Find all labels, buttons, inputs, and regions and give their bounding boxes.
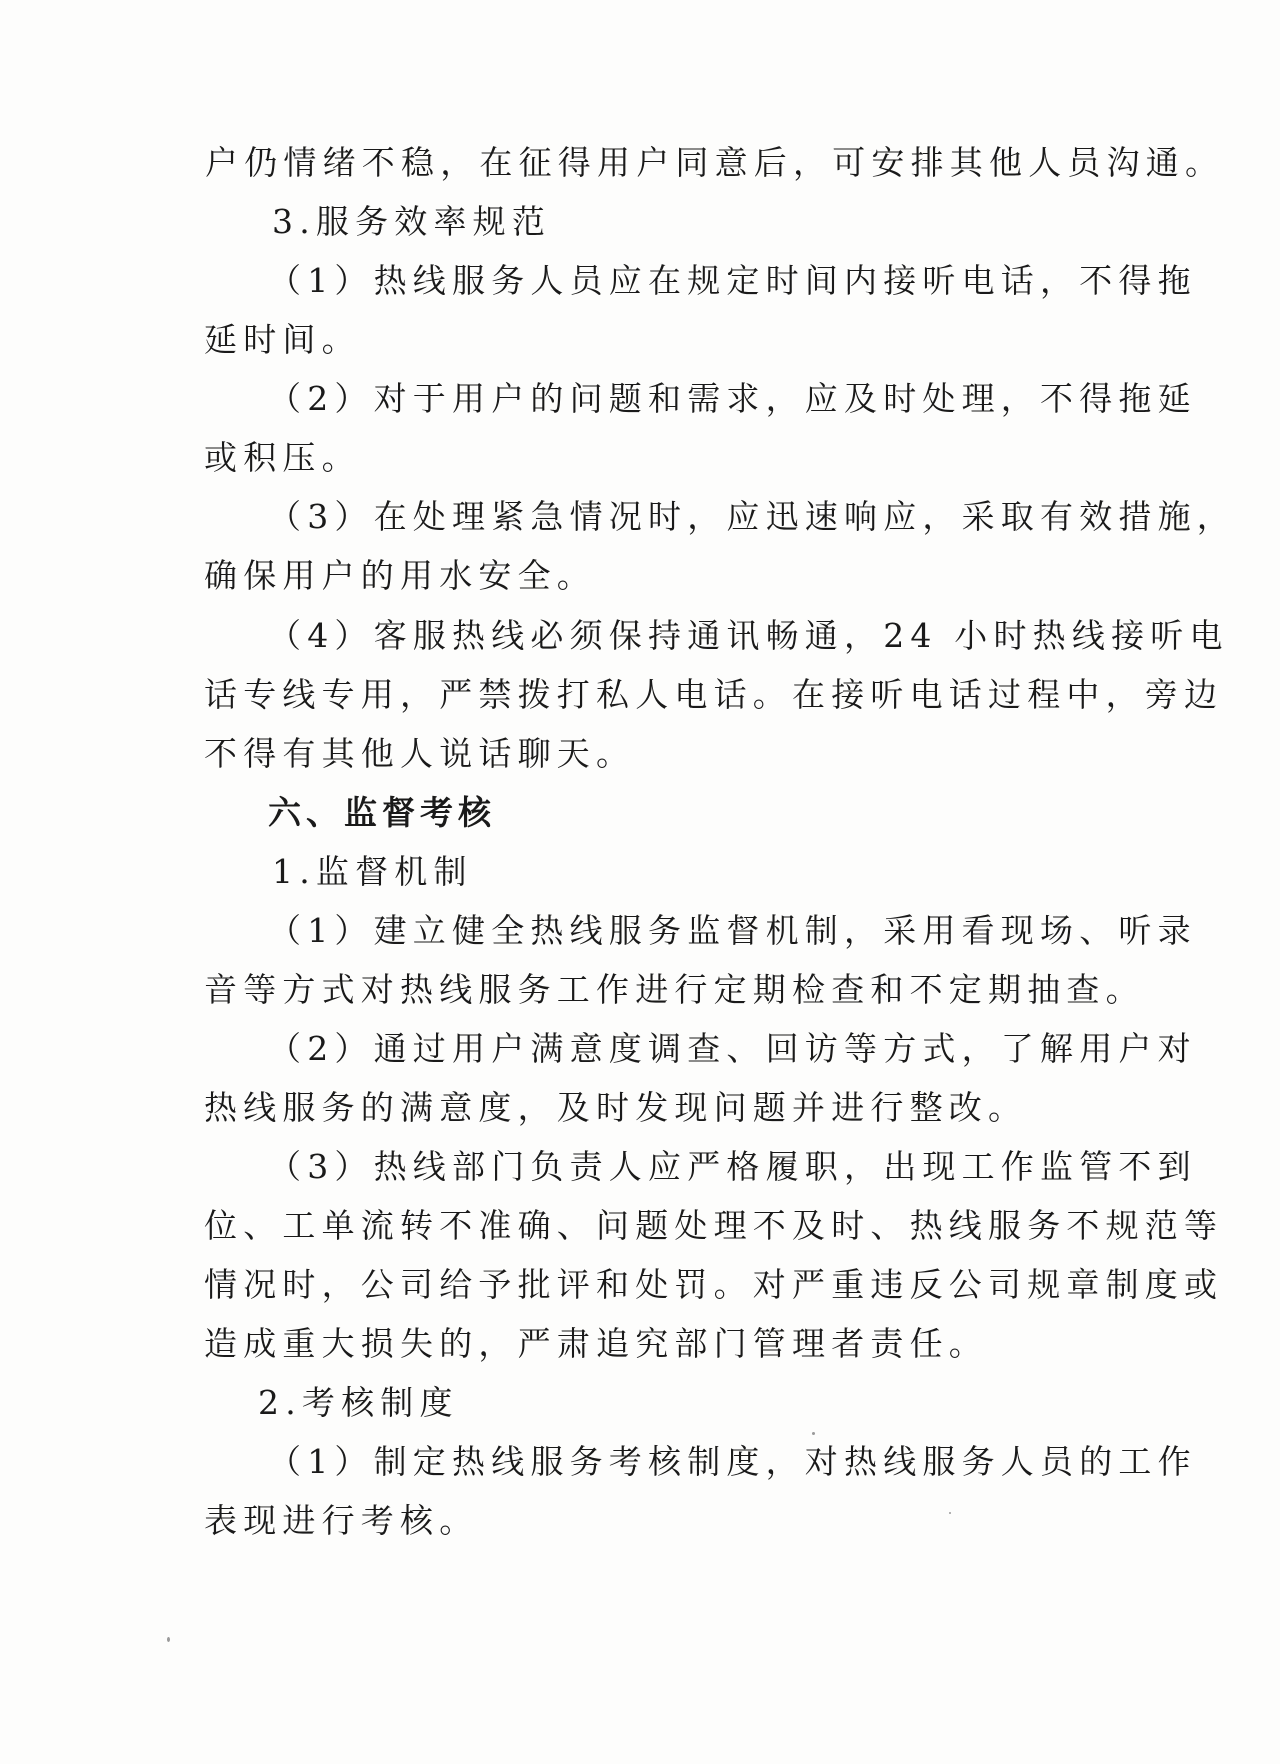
paragraph-line: （1）制定热线服务考核制度，对热线服务人员的工作 bbox=[268, 1442, 1197, 1481]
paragraph-line: 确保用户的用水安全。 bbox=[204, 556, 596, 595]
paragraph-line: （1）建立健全热线服务监督机制，采用看现场、听录 bbox=[268, 911, 1197, 950]
paragraph-line: 延时间。 bbox=[204, 320, 361, 359]
paragraph-line: 位、工单流转不准确、问题处理不及时、热线服务不规范等 bbox=[204, 1206, 1224, 1245]
paragraph-line: （3）热线部门负责人应严格履职，出现工作监管不到 bbox=[268, 1147, 1197, 1186]
paragraph-line: 话专线专用，严禁拨打私人电话。在接听电话过程中，旁边 bbox=[204, 675, 1224, 714]
subsection-heading: 1.监督机制 bbox=[272, 852, 473, 891]
paragraph-line: 音等方式对热线服务工作进行定期检查和不定期抽查。 bbox=[204, 970, 1145, 1009]
section-heading: 六、监督考核 bbox=[268, 793, 496, 832]
paragraph-line: 造成重大损失的，严肃追究部门管理者责任。 bbox=[204, 1324, 988, 1363]
paragraph-line: 表现进行考核。 bbox=[204, 1501, 479, 1540]
paragraph-line: （2）对于用户的问题和需求，应及时处理，不得拖延 bbox=[268, 379, 1197, 418]
paragraph-line: 情况时，公司给予批评和处罚。对严重违反公司规章制度或 bbox=[204, 1265, 1224, 1304]
subsection-heading: 2.考核制度 bbox=[258, 1383, 459, 1422]
paragraph-line: 热线服务的满意度，及时发现问题并进行整改。 bbox=[204, 1088, 1028, 1127]
paragraph-line: 不得有其他人说话聊天。 bbox=[204, 734, 636, 773]
paragraph-line: （3）在处理紧急情况时，应迅速响应，采取有效措施， bbox=[268, 497, 1236, 536]
scan-speck bbox=[812, 1432, 815, 1435]
paragraph-line: 户仍情绪不稳，在征得用户同意后，可安排其他人员沟通。 bbox=[205, 143, 1225, 182]
paragraph-line: （4）客服热线必须保持通讯畅通，24 小时热线接听电 bbox=[268, 616, 1229, 655]
paragraph-line: （2）通过用户满意度调查、回访等方式，了解用户对 bbox=[268, 1029, 1197, 1068]
subsection-heading: 3.服务效率规范 bbox=[272, 202, 552, 241]
scan-speck bbox=[167, 1637, 170, 1642]
paragraph-line: （1）热线服务人员应在规定时间内接听电话，不得拖 bbox=[268, 261, 1197, 300]
scan-speck bbox=[949, 1512, 951, 1514]
paragraph-line: 或积压。 bbox=[204, 438, 361, 477]
